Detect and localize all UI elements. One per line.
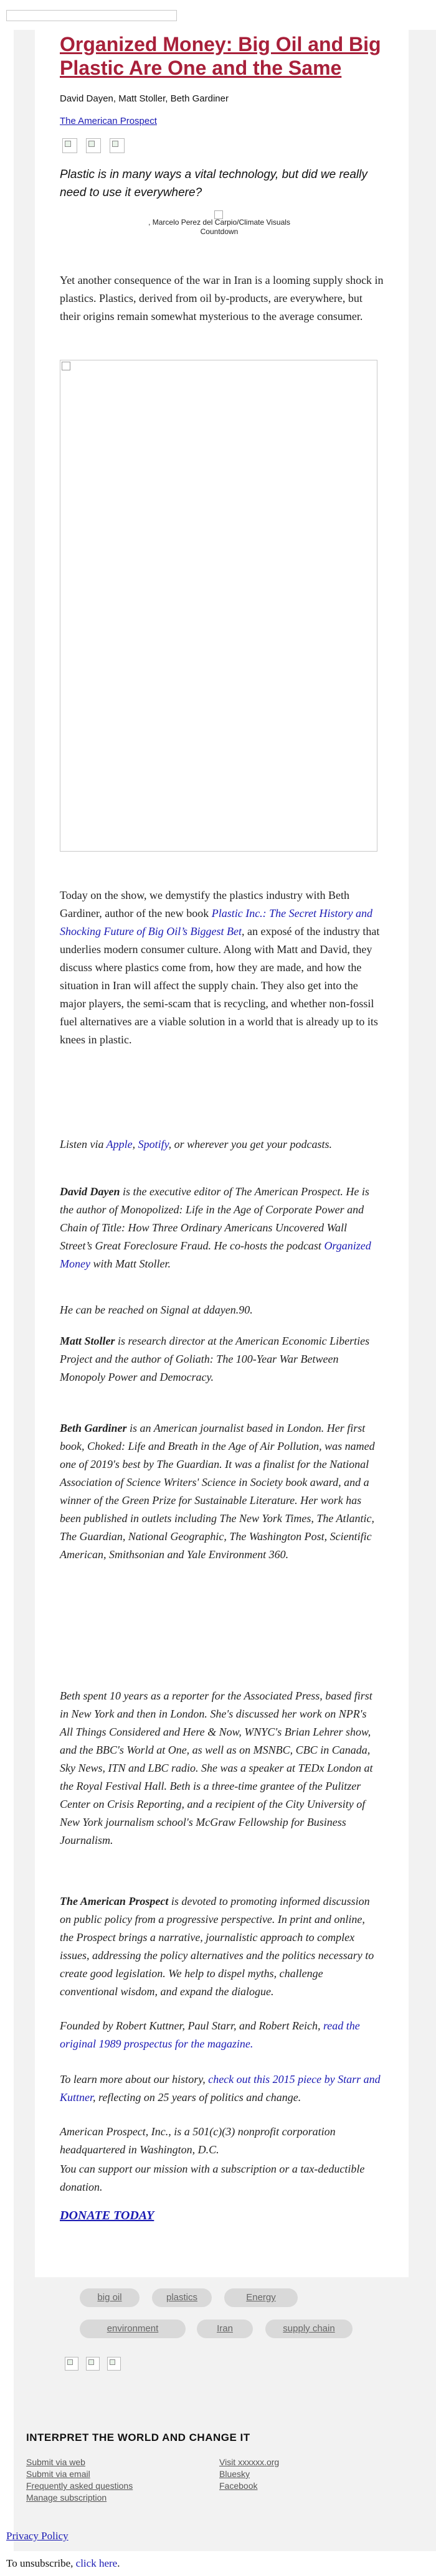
spotify-link[interactable]: Spotify <box>138 1138 169 1150</box>
tag-environment[interactable]: environment <box>80 2320 186 2338</box>
tag-supply-chain[interactable]: supply chain <box>265 2320 353 2338</box>
share-facebook-icon[interactable] <box>86 138 101 153</box>
apple-link[interactable]: Apple <box>106 1138 133 1150</box>
share-email-icon[interactable] <box>110 138 125 153</box>
broken-image-icon <box>62 362 70 370</box>
unsubscribe-line: To unsubscribe, click here. <box>6 2557 120 2569</box>
tag-energy[interactable]: Energy <box>224 2288 298 2307</box>
donate-button[interactable]: DONATE TODAY <box>60 2209 154 2222</box>
history-line: To learn more about our history, check out this 2015 piece by Starr and Kuttner, reflecting on 25 years of politics and change. <box>60 2073 381 2104</box>
history-link[interactable]: check out this 2015 piece by Starr and Kuttner <box>60 2073 381 2104</box>
tag-list-row-2 <box>80 2320 366 2338</box>
header-logo-image <box>6 10 177 21</box>
prospectus-link[interactable]: read the original 1989 prospectus for the magazine. <box>60 2019 360 2050</box>
privacy-policy-link[interactable]: Privacy Policy <box>6 2530 69 2542</box>
footer-links-left <box>26 2456 133 2504</box>
footer-twitter-icon[interactable] <box>65 2357 78 2371</box>
share-icons <box>62 138 125 153</box>
footer-links-right <box>219 2456 279 2492</box>
dayen-bio: David Dayen is the executive editor of The American Prospect. He is the author of Monopolized: Life in the Age of Corporate Power and Chain of Title: How Three Ordinary Americans Uncovered Wall Street’s Great Foreclosure Fraud. He co-hosts the podcast Organized Money with Matt Stoller. <box>60 1185 371 1270</box>
article-title-link[interactable]: Organized Money: Big Oil and Big Plastic Are One and the Same <box>60 33 381 79</box>
book-link[interactable]: Plastic Inc.: The Secret History and Shocking Future of Big Oil’s Biggest Bet <box>60 907 372 938</box>
source-link[interactable]: The American Prospect <box>60 116 157 126</box>
share-twitter-icon[interactable] <box>62 138 77 153</box>
footer-share-icons <box>65 2357 121 2371</box>
footer-facebook-icon[interactable] <box>86 2357 100 2371</box>
article-hero-image <box>60 360 377 852</box>
unsubscribe-link[interactable]: click here <box>75 2557 118 2569</box>
photo-credit: , Marcelo Perez del Carpio/Climate Visuals Countdown <box>148 218 290 236</box>
nonprofit-line: American Prospect, Inc., is a 501(c)(3) nonprofit corporation headquartered in Washington, D.C. <box>60 2125 336 2156</box>
support-line: You can support our mission with a subscription or a tax-deductible donation. <box>60 2163 365 2193</box>
submit-email-link[interactable]: Submit via email <box>26 2469 90 2479</box>
submit-web-link[interactable]: Submit via web <box>26 2457 85 2467</box>
stoller-bio: Matt Stoller is research director at the American Economic Liberties Project and the author of Goliath: The 100-Year War Between Monopoly Power and Democracy. <box>60 1335 370 1383</box>
founded-line: Founded by Robert Kuttner, Paul Starr, and Robert Reich, read the original 1989 prospectus for the magazine. <box>60 2019 360 2050</box>
gardiner-bio-more: Beth spent 10 years as a reporter for the Associated Press, based first in New York and then in London. She's discussed her work on NPR's All Things Considered and Here & Now, WNYC's Brian Lehrer show, and the BBC's World at One, as well as on MSNBC, CBC in Canada, Sky News, ITN and LBC radio. She was a speaker at TEDx London at the Royal Festival Hall. Beth is a three-time grantee of the Pulitzer Center on Crisis Reporting, and a recipient of the City University of New York journalism school's McGraw Fellowship for Business Journalism. <box>60 1690 373 1846</box>
signal-contact: He can be reached on Signal at ddayen.90. <box>60 1304 253 1316</box>
gardiner-bio: Beth Gardiner is an American journalist based in London. Her first book, Choked: Life and Breath in the Age of Air Pollution, was named one of 2019's best by The Guardian. It was a finalist for the National Association of Science Writers' Science in Society book award, and a winner of the Green Prize for Sustainable Literature. Her work has been published in outlets including The New York Times, The Atlantic, The Guardian, National Geographic, The Washington Post, Scientific American, Smithsonian and Yale Environment 360. <box>60 1422 375 1561</box>
manage-subscription-link[interactable]: Manage subscription <box>26 2493 107 2503</box>
prospect-about: The American Prospect is devoted to promoting informed discussion on public policy from a progressive perspective. In print and online, the Prospect brings a narrative, journalistic approach to complex issues, addressing the policy alternatives and the politics necessary to create good legislation. We help to dispel myths, challenge conventional wisdom, and expand the dialogue. <box>60 1895 374 1998</box>
body-paragraph: Today on the show, we demystify the plastics industry with Beth Gardiner, author of the new book Plastic Inc.: The Secret History and Shocking Future of Big Oil’s Biggest Bet, an exposé of the industry that underlies modern consumer culture. Along with Matt and David, they discuss where plastics come from, how they are made, and how the situation in Iran will affect the supply chain. They also get into the major players, the semi-scam that is recycling, and whether non-fossil fuel alternatives are a viable solution in a world that is already up to its knees in plastic. <box>60 889 380 1046</box>
listen-line: Listen via Apple, Spotify, or wherever you get your podcasts. <box>60 1138 332 1150</box>
organized-money-link[interactable]: Organized Money <box>60 1239 371 1270</box>
tag-big-oil[interactable]: big oil <box>80 2288 140 2307</box>
article-authors: David Dayen, Matt Stoller, Beth Gardiner <box>60 93 229 104</box>
footer-email-icon[interactable] <box>107 2357 121 2371</box>
facebook-link[interactable]: Facebook <box>219 2481 258 2491</box>
tag-list-row-1 <box>80 2288 366 2307</box>
tag-iran[interactable]: Iran <box>197 2320 253 2338</box>
bluesky-link[interactable]: Bluesky <box>219 2469 250 2479</box>
tag-plastics[interactable]: plastics <box>152 2288 212 2307</box>
intro-paragraph: Yet another consequence of the war in Iran is a looming supply shock in plastics. Plastics, derived from oil by-products, are everywhere, but their origins remain somewhat mysterious to the average consumer. <box>60 274 384 322</box>
footer-heading: INTERPRET THE WORLD AND CHANGE IT <box>26 2432 250 2443</box>
visit-site-link[interactable]: Visit xxxxxx.org <box>219 2457 280 2467</box>
faq-link[interactable]: Frequently asked questions <box>26 2481 133 2491</box>
article-dek: Plastic is in many ways a vital technology, but did we really need to use it everywhere? <box>60 168 367 199</box>
